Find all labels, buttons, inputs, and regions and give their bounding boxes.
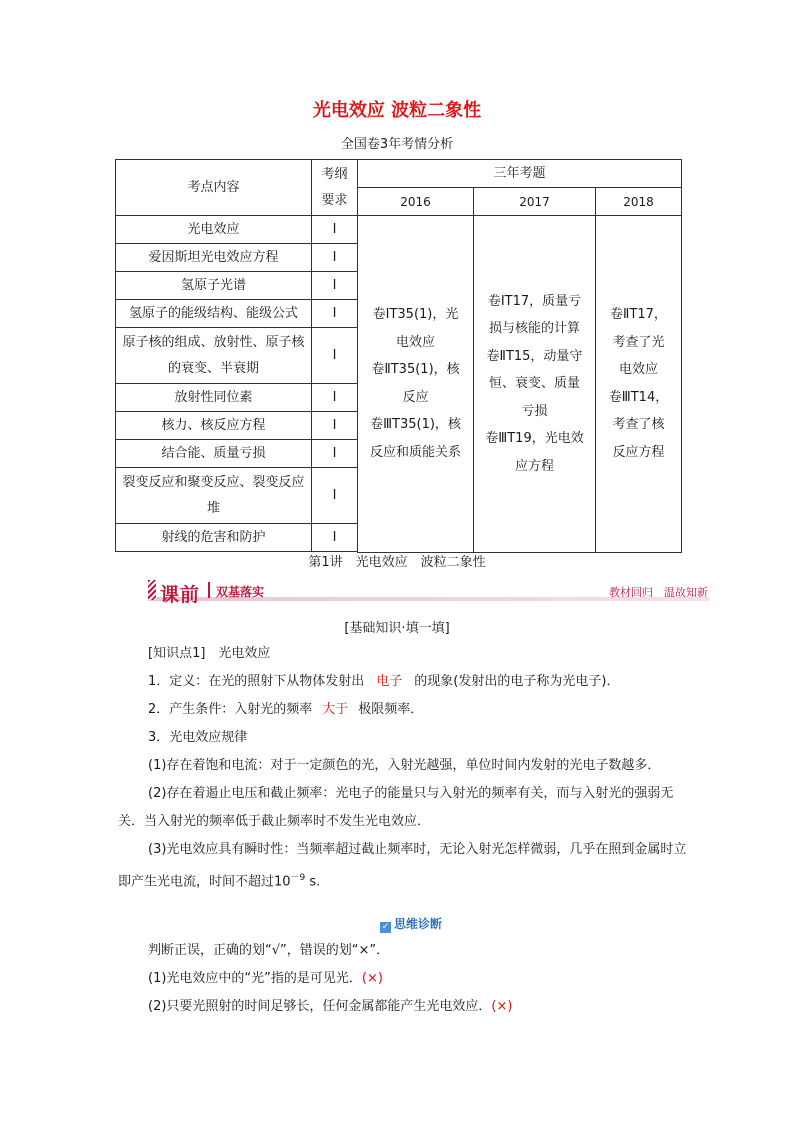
section-title: [基础知识·填一填] xyxy=(344,621,450,636)
exam-2018-cell: 卷ⅡT17， 考查了光 电效应 卷ⅢT14， 考查了核 反应方程 xyxy=(596,216,682,553)
topic-cell: 裂变反应和聚变反应、裂变反应堆 xyxy=(116,468,312,524)
requirement-cell: Ⅰ xyxy=(312,216,358,244)
banner-sub: 双基落实 xyxy=(216,585,265,599)
thinking-intro: 判断正误，正确的划“√”，错误的划“×”． xyxy=(148,943,390,958)
topic-cell: 原子核的组成、放射性、原子核的衰变、半衰期 xyxy=(116,328,312,384)
requirement-cell: Ⅰ xyxy=(312,440,358,468)
requirement-cell: Ⅰ xyxy=(312,468,358,524)
topic-cell: 氢原子的能级结构、能级公式 xyxy=(116,300,312,328)
thinking-diagnosis-label: ✓ 思维诊断 xyxy=(381,917,443,932)
topic-cell: 射线的危害和防护 xyxy=(116,524,312,552)
topic-cell: 爱因斯坦光电效应方程 xyxy=(116,244,312,272)
question-1-answer: (×) xyxy=(361,971,383,986)
section-banner xyxy=(148,578,710,606)
requirement-cell: Ⅰ xyxy=(312,412,358,440)
banner-main: 课前 xyxy=(160,584,201,606)
condition-answer: 大于 xyxy=(322,702,349,717)
lecture-title: 第1讲 光电效应 波粒二象性 xyxy=(308,555,486,570)
topic-cell: 核力、核反应方程 xyxy=(116,412,312,440)
rules-label: 3．光电效应规律 xyxy=(148,730,248,745)
thinking-content xyxy=(118,937,698,1021)
header-requirement: 考纲 要求 xyxy=(312,160,358,216)
header-year-2017: 2017 xyxy=(474,188,596,216)
exam-analysis-table xyxy=(115,159,682,553)
header-year-2018: 2018 xyxy=(596,188,682,216)
topic-cell: 结合能、质量亏损 xyxy=(116,440,312,468)
rule-1: (1)存在着饱和电流：对于一定颜色的光，入射光越强，单位时间内发射的光电子数越多． xyxy=(148,758,661,773)
banner-separator xyxy=(208,582,210,598)
rule-2: (2)存在着遏止电压和截止频率：光电子的能量只与入射光的频率有关，而与入射光的强弱无关．当入射光的频率低于截止频率时不发生光电效应． xyxy=(118,786,674,829)
header-content: 考点内容 xyxy=(116,160,312,216)
exam-2016-cell: 卷ⅠT35(1)，光 电效应 卷ⅡT35(1)，核 反应 卷ⅢT35(1)，核 反应和质能关系 xyxy=(358,216,474,553)
topic-cell: 光电效应 xyxy=(116,216,312,244)
header-year-2016: 2016 xyxy=(358,188,474,216)
question-2-answer: (×) xyxy=(491,999,513,1014)
header-three-years: 三年考题 xyxy=(358,160,682,188)
topic-cell: 氢原子光谱 xyxy=(116,272,312,300)
requirement-cell: Ⅰ xyxy=(312,272,358,300)
rule-3: (3)光电效应具有瞬时性：当频率超过截止频率时，无论入射光怎样微弱，几乎在照到金属时立即产生光电流，时间不超过$10^{-9}$ s. xyxy=(118,842,687,890)
requirement-cell: Ⅰ xyxy=(312,524,358,552)
definition-line: 1．定义：在光的照射下从物体发射出 电子 的现象(发射出的电子称为光电子)． xyxy=(148,674,620,689)
condition-line: 2．产生条件：入射光的频率 大于 极限频率． xyxy=(148,702,424,717)
question-1: (1)光电效应中的“光”指的是可见光．(×) xyxy=(148,971,383,986)
question-2: (2)只要光照射的时间足够长，任何金属都能产生光电效应．(×) xyxy=(148,999,513,1014)
banner-right: 教材回归 温故知新 xyxy=(609,586,708,599)
knowledge-content xyxy=(118,640,698,896)
banner-stripe xyxy=(148,580,156,600)
check-icon: ✓ xyxy=(381,922,390,932)
topic-cell: 放射性同位素 xyxy=(116,384,312,412)
requirement-cell: Ⅰ xyxy=(312,300,358,328)
page-title: 光电效应 波粒二象性 xyxy=(312,100,482,121)
requirement-cell: Ⅰ xyxy=(312,384,358,412)
requirement-cell: Ⅰ xyxy=(312,328,358,384)
exam-2017-cell: 卷ⅠT17，质量亏 损与核能的计算 卷ⅡT15，动量守 恒、衰变、质量 亏损 卷ⅢT19，光电效 应方程 xyxy=(474,216,596,553)
definition-answer: 电子 xyxy=(376,674,403,689)
table-caption: 全国卷3年考情分析 xyxy=(340,137,454,152)
knowledge-point-label: [知识点1] 光电效应 xyxy=(148,646,271,661)
requirement-cell: Ⅰ xyxy=(312,244,358,272)
